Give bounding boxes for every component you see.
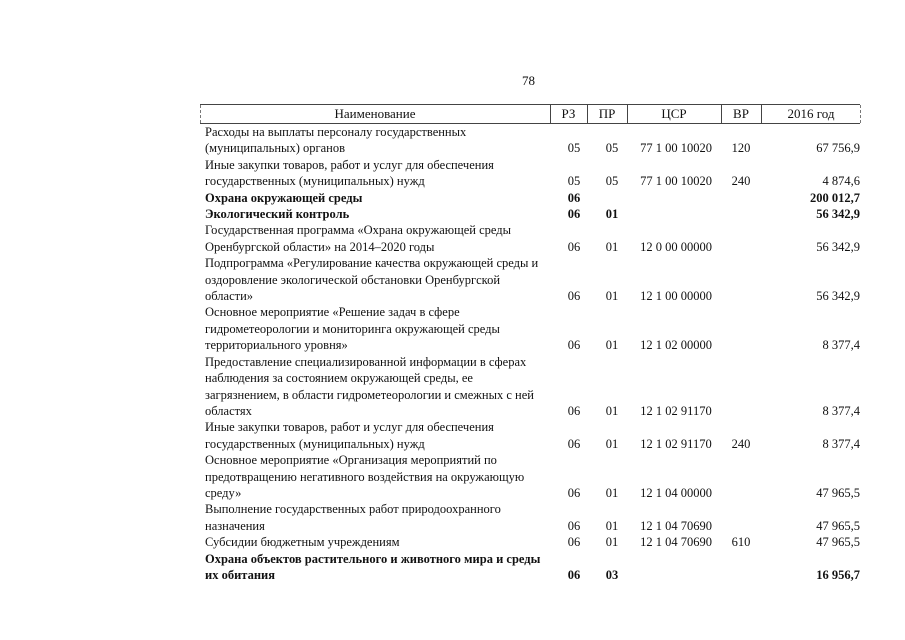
table-row — [205, 452, 860, 501]
table-body — [205, 124, 860, 583]
table-row — [205, 354, 860, 420]
row-rz: 06 — [567, 403, 581, 418]
row-name-line: Предоставление специализированной информации в сферах — [205, 354, 527, 369]
row-name-line: их обитания — [205, 567, 275, 582]
row-name-line: государственных (муниципальных) нужд — [205, 174, 425, 189]
row-name-line: Основное мероприятие «Решение задач в сфере — [205, 305, 460, 320]
row-name-line: Охрана окружающей среды — [205, 190, 363, 205]
row-rz: 05 — [567, 174, 581, 189]
row-amount: 200 012,7 — [810, 190, 860, 205]
row-rz: 05 — [567, 141, 581, 156]
row-name-line: Субсидии бюджетным учреждениям — [205, 535, 400, 550]
row-name-line: Государственная программа «Охрана окружающей среды — [205, 223, 512, 238]
row-amount: 4 874,6 — [822, 174, 860, 189]
row-csr: 12 1 04 00000 — [640, 485, 712, 500]
row-amount: 8 377,4 — [822, 338, 860, 353]
row-pr: 01 — [605, 485, 619, 500]
row-name-line: областях — [205, 403, 252, 418]
row-amount: 8 377,4 — [822, 403, 860, 418]
row-name-line: Оренбургской области» на 2014–2020 годы — [205, 239, 435, 254]
row-name-line: наблюдения за состоянием окружающей среды, ее — [205, 371, 473, 386]
row-name — [205, 419, 545, 452]
row-pr: 01 — [605, 338, 619, 353]
table-row — [205, 501, 860, 534]
row-name — [205, 157, 545, 190]
row-name — [205, 255, 545, 304]
row-vr: 240 — [731, 436, 751, 451]
row-csr: 12 1 02 91170 — [640, 436, 712, 451]
table-row — [205, 222, 860, 255]
row-name-line: территориального уровня» — [205, 338, 348, 353]
row-name — [205, 190, 545, 206]
row-name-line: гидрометеорологии и мониторинга окружающей среды — [205, 321, 500, 336]
row-rz: 06 — [567, 207, 581, 222]
row-amount: 8 377,4 — [822, 436, 860, 451]
row-pr: 03 — [605, 567, 619, 582]
row-csr: 77 1 00 10020 — [640, 174, 712, 189]
row-name-line: Основное мероприятие «Организация мероприятий по — [205, 453, 497, 468]
row-csr: 12 1 04 70690 — [640, 518, 712, 533]
row-name-line: Охрана объектов растительного и животного мира и среды — [205, 551, 541, 566]
row-rz: 06 — [567, 436, 581, 451]
row-name — [205, 501, 545, 534]
row-name-line: (муниципальных) органов — [205, 141, 346, 156]
row-csr: 12 1 00 00000 — [640, 289, 712, 304]
row-name-line: государственных (муниципальных) нужд — [205, 436, 425, 451]
row-rz: 06 — [567, 485, 581, 500]
table-row — [205, 124, 860, 157]
row-amount: 56 342,9 — [816, 239, 860, 254]
table-row — [205, 551, 860, 584]
row-pr: 01 — [605, 403, 619, 418]
row-name-line: предотвращению негативного воздействия на окружающую — [205, 469, 525, 484]
row-rz: 06 — [567, 567, 581, 582]
table-row — [205, 419, 860, 452]
row-rz: 06 — [567, 338, 581, 353]
row-rz: 06 — [567, 289, 581, 304]
row-vr: 240 — [731, 174, 751, 189]
row-pr: 01 — [605, 239, 619, 254]
page-number: 78 — [522, 73, 535, 88]
row-name-line: среду» — [205, 485, 242, 500]
row-name — [205, 551, 545, 584]
row-name-line: Расходы на выплаты персоналу государственных — [205, 125, 467, 139]
row-name-line: Подпрограмма «Регулирование качества окружающей среды и — [205, 256, 539, 271]
row-csr: 12 1 02 00000 — [640, 338, 712, 353]
table-row — [205, 157, 860, 190]
row-csr: 12 1 04 70690 — [640, 535, 712, 550]
row-pr: 01 — [605, 436, 619, 451]
row-name-line: области» — [205, 289, 254, 304]
table-row — [205, 534, 860, 550]
row-name-line: Иные закупки товаров, работ и услуг для обеспечения — [205, 157, 494, 172]
row-pr: 01 — [605, 289, 619, 304]
header-csr: ЦСР — [627, 105, 720, 123]
header-year: 2016 год — [761, 105, 861, 123]
table-row — [205, 206, 860, 222]
row-csr: 12 1 02 91170 — [640, 403, 712, 418]
table-row — [205, 304, 860, 353]
row-name-line: оздоровление экологической обстановки Оренбургской — [205, 272, 501, 287]
row-vr: 610 — [731, 535, 751, 550]
header-pr: ПР — [587, 105, 626, 123]
row-name — [205, 304, 545, 353]
header-name: Наименование — [200, 105, 549, 123]
row-name-line: загрязнением, в области гидрометеорологии и смежных с ней — [205, 387, 534, 402]
header-rz: РЗ — [550, 105, 586, 123]
row-name-line: Иные закупки товаров, работ и услуг для обеспечения — [205, 420, 494, 435]
row-name — [205, 452, 545, 501]
header-vr: ВР — [721, 105, 760, 123]
table-row — [205, 255, 860, 304]
table-row — [205, 190, 860, 206]
row-amount: 47 965,5 — [816, 518, 860, 533]
row-pr: 01 — [605, 518, 619, 533]
row-pr: 01 — [605, 535, 619, 550]
row-amount: 16 956,7 — [816, 567, 860, 582]
row-amount: 67 756,9 — [816, 141, 860, 156]
row-name-line: назначения — [205, 518, 265, 533]
row-name-line: Экологический контроль — [205, 207, 350, 222]
row-csr: 12 0 00 00000 — [640, 239, 712, 254]
row-name — [205, 124, 545, 157]
row-amount: 47 965,5 — [816, 485, 860, 500]
row-amount: 56 342,9 — [816, 289, 860, 304]
row-rz: 06 — [567, 190, 581, 205]
row-amount: 47 965,5 — [816, 535, 860, 550]
table-header — [200, 104, 860, 124]
row-amount: 56 342,9 — [816, 207, 860, 222]
row-rz: 06 — [567, 518, 581, 533]
row-name — [205, 534, 545, 550]
row-name-line: Выполнение государственных работ природоохранного — [205, 502, 501, 517]
row-pr: 05 — [605, 174, 619, 189]
row-pr: 01 — [605, 207, 619, 222]
row-vr: 120 — [731, 141, 751, 156]
row-rz: 06 — [567, 535, 581, 550]
row-rz: 06 — [567, 239, 581, 254]
row-name — [205, 206, 545, 222]
row-name — [205, 222, 545, 255]
row-pr: 05 — [605, 141, 619, 156]
row-name — [205, 354, 545, 420]
row-csr: 77 1 00 10020 — [640, 141, 712, 156]
